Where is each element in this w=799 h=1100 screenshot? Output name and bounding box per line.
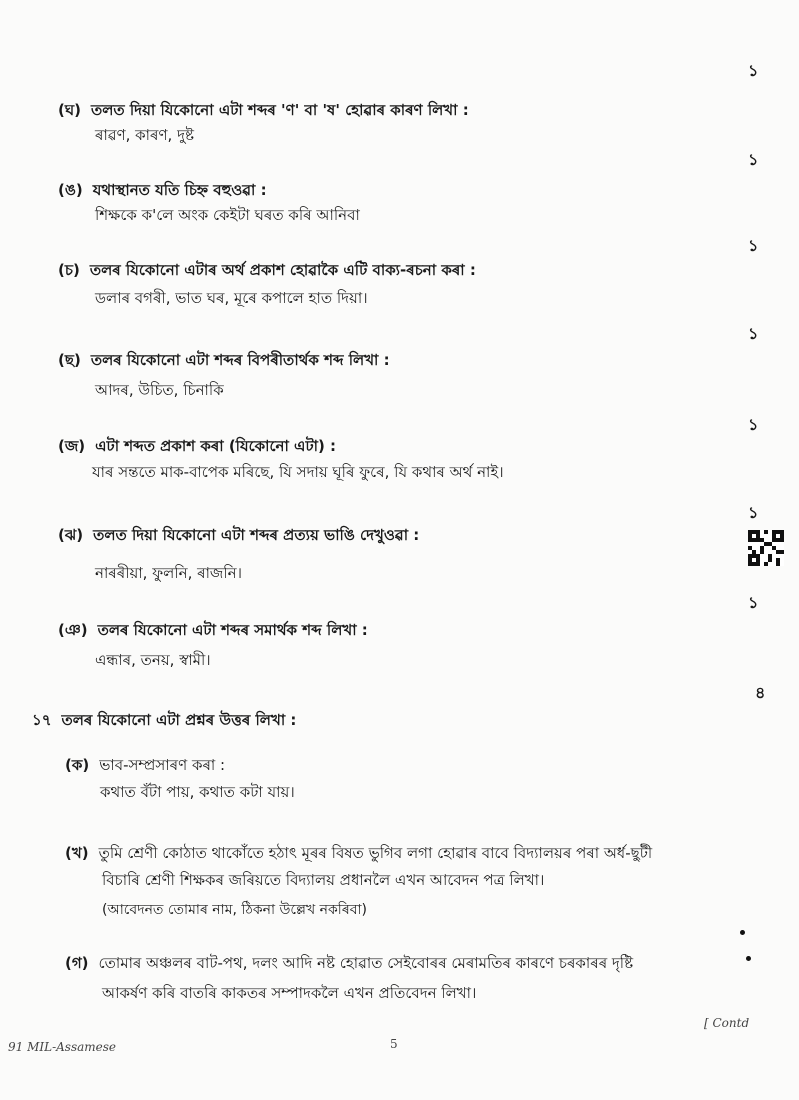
question-heading: যথাস্থানত যতি চিহ্ন বহুওৱা : xyxy=(92,181,267,199)
mark-1: ১ xyxy=(748,61,759,80)
mark-7: ১ xyxy=(748,593,759,612)
mark-8: ৪ xyxy=(755,683,766,702)
question-cha xyxy=(58,260,476,280)
question-body: শিক্ষকে ক'লে অংক কেইটা ঘৰত কৰি আনিবা xyxy=(95,206,360,224)
question-heading: তলত দিয়া যিকোনো এটা শব্দৰ 'ণ' বা 'ষ' হোৱাৰ কাৰণ লিখা : xyxy=(90,101,469,119)
question-number: (ঞ) xyxy=(58,621,88,639)
mark-4: ১ xyxy=(748,324,759,343)
question-17 xyxy=(32,710,296,730)
question-line: বিচাৰি শ্ৰেণী শিক্ষকৰ জৰিয়তে বিদ্যালয় প্ৰধানলৈ এখন আবেদন পত্ৰ লিখা। xyxy=(102,871,545,889)
question-17-ga xyxy=(65,953,633,973)
question-heading: তলৰ যিকোনো এটা শব্দৰ সমাৰ্থক শব্দ লিখা : xyxy=(97,621,368,639)
question-jha xyxy=(58,525,419,545)
question-note: (আবেদনত তোমাৰ নাম, ঠিকনা উল্লেখ নকৰিবা) xyxy=(102,902,368,918)
question-number: (ঙ) xyxy=(58,181,83,199)
mark-5: ১ xyxy=(748,415,759,434)
mark-2: ১ xyxy=(748,150,759,169)
question-number: (ঝ) xyxy=(58,526,84,544)
question-body: নাৰৰীয়া, ফুলনি, ৰাজনি। xyxy=(95,564,242,582)
bullet-dot xyxy=(740,930,745,935)
question-number: (গ) xyxy=(65,954,89,972)
question-gha xyxy=(58,100,469,120)
question-number: (খ) xyxy=(65,844,89,862)
question-number: (ঘ) xyxy=(58,101,81,119)
question-line: তুমি শ্ৰেণী কোঠাত থাকোঁতে হঠাৎ মূৰৰ বিষত ভুগিব লগা হোৱাৰ বাবে বিদ্যালয়ৰ পৰা অৰ্ধ-ছুটী xyxy=(98,844,653,862)
question-nga xyxy=(58,180,267,200)
footer-code: 91 MIL-Assamese xyxy=(8,1040,117,1054)
question-line: আকৰ্ষণ কৰি বাতৰি কাকতৰ সম্পাদকলৈ এখন প্ৰতিবেদন লিখা। xyxy=(102,984,477,1002)
question-number: (জ) xyxy=(58,437,86,455)
question-body: কথাত বঁটা পায়, কথাত কটা যায়। xyxy=(100,783,295,801)
page-number: 5 xyxy=(390,1037,398,1051)
mark-3: ১ xyxy=(748,236,759,255)
question-nya xyxy=(58,620,368,640)
question-heading: তলত দিয়া যিকোনো এটা শব্দৰ প্ৰত্যয় ভাঙি দেখুওৱা : xyxy=(93,526,420,544)
question-chha xyxy=(58,350,390,370)
question-body: এন্ধাৰ, তনয়, স্বামী। xyxy=(95,651,211,669)
question-body: ডলাৰ বগৰী, ভাত ঘৰ, মূৰে কপালে হাত দিয়া। xyxy=(95,289,368,307)
question-number: ১৭ xyxy=(32,711,52,729)
question-body: ৰাৱণ, কাৰণ, দুষ্ট xyxy=(95,126,194,144)
question-heading: ভাব-সম্প্ৰসাৰণ কৰা : xyxy=(99,756,226,774)
question-body: আদৰ, উচিত, চিনাকি xyxy=(95,381,224,399)
continued-label: [ Contd xyxy=(704,1016,750,1030)
question-number: (চ) xyxy=(58,261,80,279)
question-number: (ক) xyxy=(65,756,90,774)
question-heading: তলৰ যিকোনো এটা শব্দৰ বিপৰীতাৰ্থক শব্দ লিখা : xyxy=(90,351,390,369)
question-heading: তলৰ যিকোনো এটা প্ৰশ্নৰ উত্তৰ লিখা : xyxy=(61,711,297,729)
question-number: (ছ) xyxy=(58,351,81,369)
mark-6: ১ xyxy=(748,503,759,522)
question-body: যাৰ সন্ততে মাক-বাপেক মৰিছে, যি সদায় ঘূৰি ফুৰে, যি কথাৰ অৰ্থ নাই। xyxy=(92,463,504,481)
question-heading: এটা শব্দত প্ৰকাশ কৰা (যিকোনো এটা) : xyxy=(95,437,337,455)
question-ja xyxy=(58,436,336,456)
question-17-kha xyxy=(65,843,652,863)
question-17-ka xyxy=(65,755,225,775)
question-heading: তলৰ যিকোনো এটাৰ অৰ্থ প্ৰকাশ হোৱাকৈ এটি বাক্য-ৰচনা কৰা : xyxy=(89,261,476,279)
question-line: তোমাৰ অঞ্চলৰ বাট-পথ, দলং আদি নষ্ট হোৱাত সেইবোৰৰ মেৰামতিৰ কাৰণে চৰকাৰৰ দৃষ্টি xyxy=(98,954,634,972)
qr-code-icon xyxy=(748,530,784,566)
bullet-dot xyxy=(746,956,751,961)
